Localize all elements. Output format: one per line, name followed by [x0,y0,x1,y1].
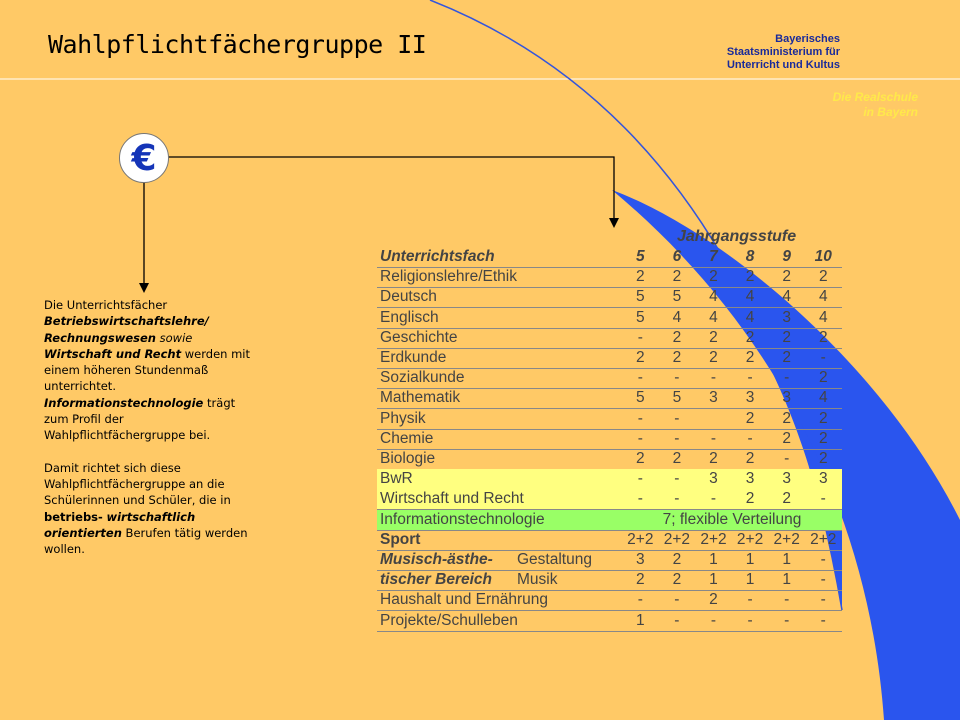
hours-cell: 4 [745,308,755,326]
description-segment: Damit richtet sich diese Wahlpflichtfächergruppe an die Schülerinnen und Schüler, die in [44,460,231,508]
hours-cell: - [820,349,826,366]
hours-cell: - [637,369,643,387]
page-title: Wahlpflichtfächergruppe II [48,30,427,59]
subject-group: Musisch-ästhe- [380,551,493,568]
subject-name: Chemie [380,429,434,447]
description-segment: Berufen tätig werden wollen. [44,525,248,557]
hours-cell: - [784,369,790,387]
hours-cell: 2 [709,450,718,467]
hours-cell: 2 [709,591,718,609]
hours-cell: 3 [745,389,755,407]
subject-name: Religionslehre/Ethik [380,268,517,286]
table-row [377,489,842,510]
hours-cell: 2 [745,328,755,346]
hours-cell: 3 [745,470,755,488]
subject-name: Wirtschaft und Recht [380,490,524,508]
hours-cell: 2+2 [773,530,800,548]
subject-name: Physik [380,409,426,427]
hours-cell: - [820,591,826,609]
hours-cell: 5 [672,288,682,306]
subject-name: Erdkunde [380,349,447,366]
hours-cell: 1 [709,571,718,589]
hours-cell: - [820,551,826,568]
hours-cell: - [674,429,680,447]
grade-column-header: 8 [745,248,755,265]
grade-header: Jahrgangsstufe [677,228,797,245]
hours-cell: - [710,369,717,387]
hours-cell: - [784,591,790,609]
hours-cell: - [710,490,717,508]
hours-cell: 4 [818,308,828,326]
hours-cell: 2 [672,551,682,568]
hours-cell: 4 [709,288,718,306]
table-row [377,550,842,571]
hours-cell: 5 [635,288,645,306]
subject-name: Haushalt und Ernährung [380,591,549,609]
hours-cell: - [637,591,643,609]
hours-cell: 2 [672,328,682,346]
hours-cell: 2 [818,409,828,427]
table-row [377,328,842,349]
hours-cell: - [820,490,826,508]
hours-cell: 2 [672,268,682,286]
table-header-row [377,247,842,268]
grade-column-header: 6 [672,248,682,265]
hours-cell: 2 [818,429,828,447]
description-text [44,297,259,557]
hours-cell: 2 [745,490,755,508]
subject-group: tischer Bereich [380,571,492,589]
hours-cell: 2 [635,268,645,286]
hours-cell: 2 [709,349,718,366]
subject-name: Projekte/Schulleben [380,611,518,629]
hours-cell: 2 [818,450,828,467]
table-row [377,611,842,632]
hours-cell: 2 [635,349,645,366]
description-segment: Wirtschaft und Recht [44,346,182,361]
hours-cell: 1 [745,551,755,568]
subject-name: Sozialkunde [380,369,465,387]
hours-cell: 2 [635,571,645,589]
hours-cell: - [637,409,643,427]
hours-cell: 4 [672,308,682,326]
hours-cell: - [710,429,717,447]
hours-cell: 2 [782,268,791,286]
table-row [377,469,842,490]
subject-name: BwR [380,470,413,488]
hours-cell: 4 [818,389,828,407]
subject-name: Biologie [380,450,436,467]
ministry-label [727,33,840,72]
hours-cell: 1 [782,571,791,589]
hours-cell: 2 [782,409,791,427]
hours-cell: 2 [818,328,828,346]
hours-cell: 1 [745,571,755,589]
subject-header: Unterrichtsfach [380,248,495,265]
description-segment: wirtschaftlich orientierten [44,509,196,540]
grade-column-header: 7 [709,248,718,265]
arrow-head-right [609,218,619,228]
hours-cell: 2 [635,450,645,467]
table-row [377,409,842,430]
hours-cell: 2 [782,328,791,346]
hours-cell: 4 [745,288,755,306]
hours-cell: - [674,409,680,427]
hours-cell: - [674,611,680,629]
euro-symbol: € [131,137,157,179]
hours-cell: 3 [818,470,828,488]
description-segment: Die Unterrichtsfächer [44,298,168,312]
hours-cell: - [820,611,826,629]
hours-cell: 4 [709,308,718,326]
hours-cell: 3 [782,308,791,326]
span-value: 7; flexible Verteilung [662,510,802,528]
ministry-line-2: Staatsministerium für [726,46,840,58]
description-segment: sowie [155,330,193,345]
hours-cell: 1 [709,551,718,568]
hours-cell: 1 [635,611,645,629]
hours-cell: 5 [672,389,682,407]
hours-cell: 2+2 [627,530,654,548]
hours-cell: 2 [782,429,791,447]
subject-name: Mathematik [380,389,461,407]
hours-cell: 4 [818,288,828,306]
hours-cell: - [784,450,790,467]
description-segment: trägt zum Profil der Wahlpflichtfächergruppe bei. [44,395,236,443]
hours-cell: 2 [745,349,755,366]
description-segment: werden mit einem höheren Stundenmaß unterrichtet. [44,346,250,394]
table-row [377,570,842,591]
hours-cell: - [637,328,643,346]
hours-cell: 2 [818,268,828,286]
table-row [377,429,842,450]
table-row [377,449,842,470]
hours-cell: 1 [782,551,791,568]
description-segment: Informationstechnologie [44,395,204,410]
grade-column-header: 9 [782,248,791,265]
grade-column-header: 10 [814,248,832,265]
subject-name: Informationstechnologie [380,510,545,528]
hours-cell: 2 [782,490,791,508]
hours-cell: 2 [672,450,682,467]
hours-cell: - [674,470,680,488]
hours-cell: 2 [782,349,791,366]
hours-cell: 4 [782,288,791,306]
hours-cell: 2 [672,571,682,589]
table-row [377,348,842,369]
hours-cell: 2 [709,268,718,286]
table-row [377,308,842,329]
subject-name: Gestaltung [517,551,592,568]
school-line-1: Die Realschule [832,90,918,104]
hours-cell: 2+2 [700,530,727,548]
hours-cell: - [820,571,826,589]
hours-cell: 2+2 [663,530,691,548]
school-label [833,90,918,120]
hours-cell: - [710,611,717,629]
table-row [377,388,842,409]
table-row [377,590,842,611]
arrow-head-down [139,283,149,293]
hours-cell: 5 [635,389,645,407]
table-row [377,267,842,288]
hours-cell: 5 [635,308,645,326]
hours-cell: 2+2 [736,530,764,548]
grade-column-header: 5 [635,248,645,265]
hours-cell: - [747,429,753,447]
hours-cell: - [747,591,753,609]
hours-cell: 3 [635,551,645,568]
description-paragraph-2 [44,460,259,558]
hours-cell: 3 [709,389,718,407]
subject-name: Englisch [380,308,439,326]
connector-line-right [167,157,614,220]
description-paragraph-1 [44,297,259,444]
hours-cell: 2 [818,369,828,387]
euro-icon [119,133,169,183]
hours-cell: - [674,591,680,609]
table-row [377,510,842,531]
table-row [377,368,842,389]
hours-cell: 2+2 [810,530,837,548]
hours-cell: 2 [709,328,718,346]
subject-name: Musik [517,571,558,589]
description-segment: Betriebswirtschaftslehre/ Rechnungswesen [44,314,209,345]
ministry-line-3: Unterricht und Kultus [726,59,840,71]
hours-cell: 3 [782,389,791,407]
hours-cell: 3 [782,470,791,488]
hours-cell: - [784,611,790,629]
hours-cell: - [674,369,680,387]
description-segment: betriebs- [44,509,103,524]
school-line-2: in Bayern [863,105,918,119]
hours-cell: - [747,369,753,387]
table-row [377,530,842,551]
hours-cell: 2 [745,450,755,467]
hours-cell: 2 [672,349,682,366]
subject-name: Deutsch [380,288,437,306]
hours-cell: - [637,429,643,447]
subject-name: Geschichte [380,328,458,346]
hours-cell: - [674,490,680,508]
hours-cell: 2 [745,268,755,286]
hours-cell: 2 [745,409,755,427]
table-row [377,287,842,308]
hours-cell: - [637,470,643,488]
hours-cell: - [637,490,643,508]
hours-cell: 3 [709,470,718,488]
subject-name: Sport [380,530,421,548]
ministry-line-1: Bayerisches [775,33,840,45]
hours-cell: - [747,611,753,629]
